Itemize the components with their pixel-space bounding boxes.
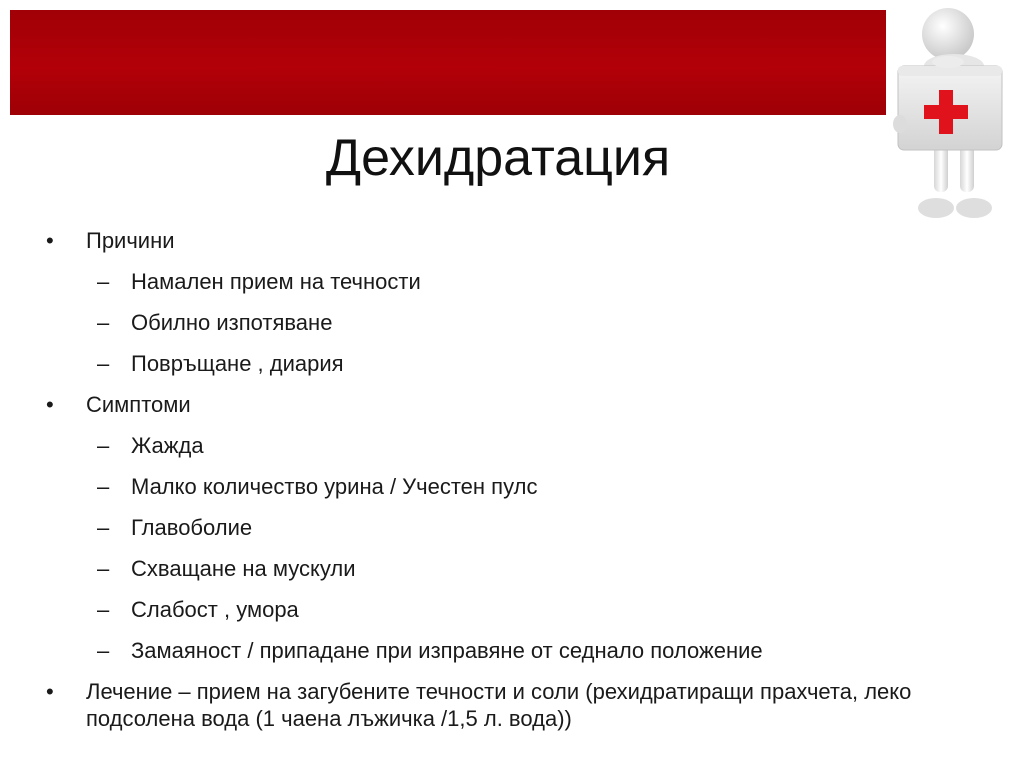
sub-bullet-item xyxy=(40,596,940,623)
slide-title: Дехидратация xyxy=(325,129,671,187)
bullet-text: Главоболие xyxy=(131,515,253,540)
bullet-text: Симптоми xyxy=(86,392,191,417)
header-banner xyxy=(10,10,886,115)
dash-marker: – xyxy=(97,310,110,335)
bullet-text: Жажда xyxy=(131,433,204,458)
dash-marker: – xyxy=(97,515,110,540)
bullet-item xyxy=(40,391,940,418)
sub-bullet-item xyxy=(40,514,940,541)
dash-marker: – xyxy=(97,638,110,663)
bullet-marker: • xyxy=(46,392,54,417)
bullet-list xyxy=(40,227,940,746)
bullet-text: Малко количество урина / Учестен пулс xyxy=(131,474,538,499)
bullet-text: Замаяност / припадане при изправяне от седнало положение xyxy=(131,638,763,663)
bullet-text: Слабост , умора xyxy=(131,597,299,622)
sub-bullet-item xyxy=(40,473,940,500)
sub-bullet-item xyxy=(40,350,940,377)
bullet-item xyxy=(40,227,940,254)
sub-bullet-item xyxy=(40,268,940,295)
sub-bullet-item xyxy=(40,555,940,582)
bullet-text: Намален прием на течности xyxy=(131,269,421,294)
sub-bullet-item xyxy=(40,432,940,459)
dash-marker: – xyxy=(97,351,110,376)
dash-marker: – xyxy=(97,474,110,499)
sub-bullet-item xyxy=(40,637,940,664)
bullet-item xyxy=(40,678,926,732)
sub-bullet-item xyxy=(40,309,940,336)
bullet-marker: • xyxy=(46,228,54,253)
first-aid-kit-figure-icon xyxy=(890,4,1014,222)
dash-marker: – xyxy=(97,556,110,581)
dash-marker: – xyxy=(97,433,110,458)
bullet-text: Обилно изпотяване xyxy=(131,310,333,335)
bullet-text: Схващане на мускули xyxy=(131,556,356,581)
bullet-marker: • xyxy=(46,679,54,704)
bullet-text: Причини xyxy=(86,228,175,253)
bullet-text: Лечение – прием на загубените течности и соли (рехидратиращи прахчета, леко подсолена вода (1 чаена лъжичка /1,5 л. вода)) xyxy=(86,679,912,731)
bullet-text: Повръщане , диария xyxy=(131,351,344,376)
dash-marker: – xyxy=(97,269,110,294)
dash-marker: – xyxy=(97,597,110,622)
